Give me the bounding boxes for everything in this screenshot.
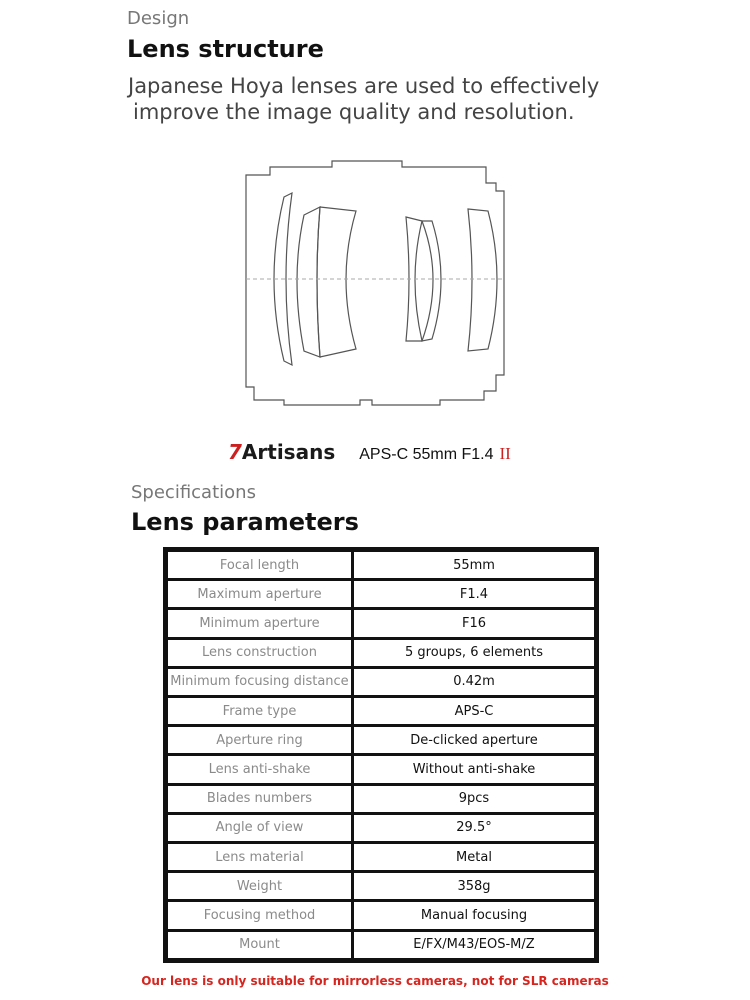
- lens-parameters-table: [163, 547, 599, 963]
- product-model-version: II: [499, 444, 511, 463]
- design-section-label: Design: [127, 8, 190, 29]
- param-value: E/FX/M43/EOS-M/Z: [354, 932, 594, 958]
- table-row: [168, 669, 594, 695]
- param-label: Lens anti-shake: [168, 756, 351, 782]
- param-value: APS-C: [354, 698, 594, 724]
- lens-element-5: [422, 221, 441, 341]
- brand-name: Artisans: [241, 440, 336, 464]
- param-label: Weight: [168, 873, 351, 899]
- design-description-line1: Japanese Hoya lenses are used to effectively: [128, 74, 600, 98]
- compatibility-footnote: Our lens is only suitable for mirrorless cameras, not for SLR cameras: [141, 974, 609, 988]
- param-value: 358g: [354, 873, 594, 899]
- table-row: [168, 640, 594, 666]
- param-label: Lens construction: [168, 640, 351, 666]
- design-description-line2: improve the image quality and resolution.: [133, 100, 575, 124]
- param-value: 0.42m: [354, 669, 594, 695]
- param-label: Angle of view: [168, 815, 351, 841]
- param-value: 9pcs: [354, 786, 594, 812]
- table-row: [168, 873, 594, 899]
- param-label: Lens material: [168, 844, 351, 870]
- lens-element-3: [317, 207, 356, 357]
- param-value: F1.4: [354, 581, 594, 607]
- param-label: Minimum aperture: [168, 610, 351, 636]
- param-label: Focal length: [168, 552, 351, 578]
- lens-structure-title: Lens structure: [127, 35, 324, 63]
- param-value: 29.5°: [354, 815, 594, 841]
- param-label: Aperture ring: [168, 727, 351, 753]
- param-value: De-clicked aperture: [354, 727, 594, 753]
- specifications-section-label: Specifications: [131, 482, 256, 503]
- table-row: [168, 844, 594, 870]
- lens-element-6: [468, 209, 497, 351]
- table-row: [168, 902, 594, 928]
- param-value: F16: [354, 610, 594, 636]
- param-value: 55mm: [354, 552, 594, 578]
- param-value: Metal: [354, 844, 594, 870]
- param-label: Mount: [168, 932, 351, 958]
- param-label: Frame type: [168, 698, 351, 724]
- table-row: [168, 932, 594, 958]
- param-label: Focusing method: [168, 902, 351, 928]
- table-row: [168, 610, 594, 636]
- param-label: Maximum aperture: [168, 581, 351, 607]
- table-row: [168, 581, 594, 607]
- param-value: Manual focusing: [354, 902, 594, 928]
- product-model: APS-C 55mm F1.4: [359, 446, 494, 463]
- param-value: 5 groups, 6 elements: [354, 640, 594, 666]
- product-caption: [228, 440, 511, 466]
- lens-structure-diagram: [240, 155, 520, 415]
- table-row: [168, 815, 594, 841]
- table-row: [168, 552, 594, 578]
- brand-seven: 7: [228, 440, 242, 464]
- param-label: Blades numbers: [168, 786, 351, 812]
- brand-logo: [228, 440, 335, 464]
- param-value: Without anti-shake: [354, 756, 594, 782]
- table-row: [168, 727, 594, 753]
- table-row: [168, 698, 594, 724]
- param-label: Minimum focusing distance: [168, 669, 351, 695]
- table-row: [168, 786, 594, 812]
- lens-parameters-title: Lens parameters: [131, 508, 359, 536]
- table-row: [168, 756, 594, 782]
- lens-barrel-outline: [246, 161, 504, 405]
